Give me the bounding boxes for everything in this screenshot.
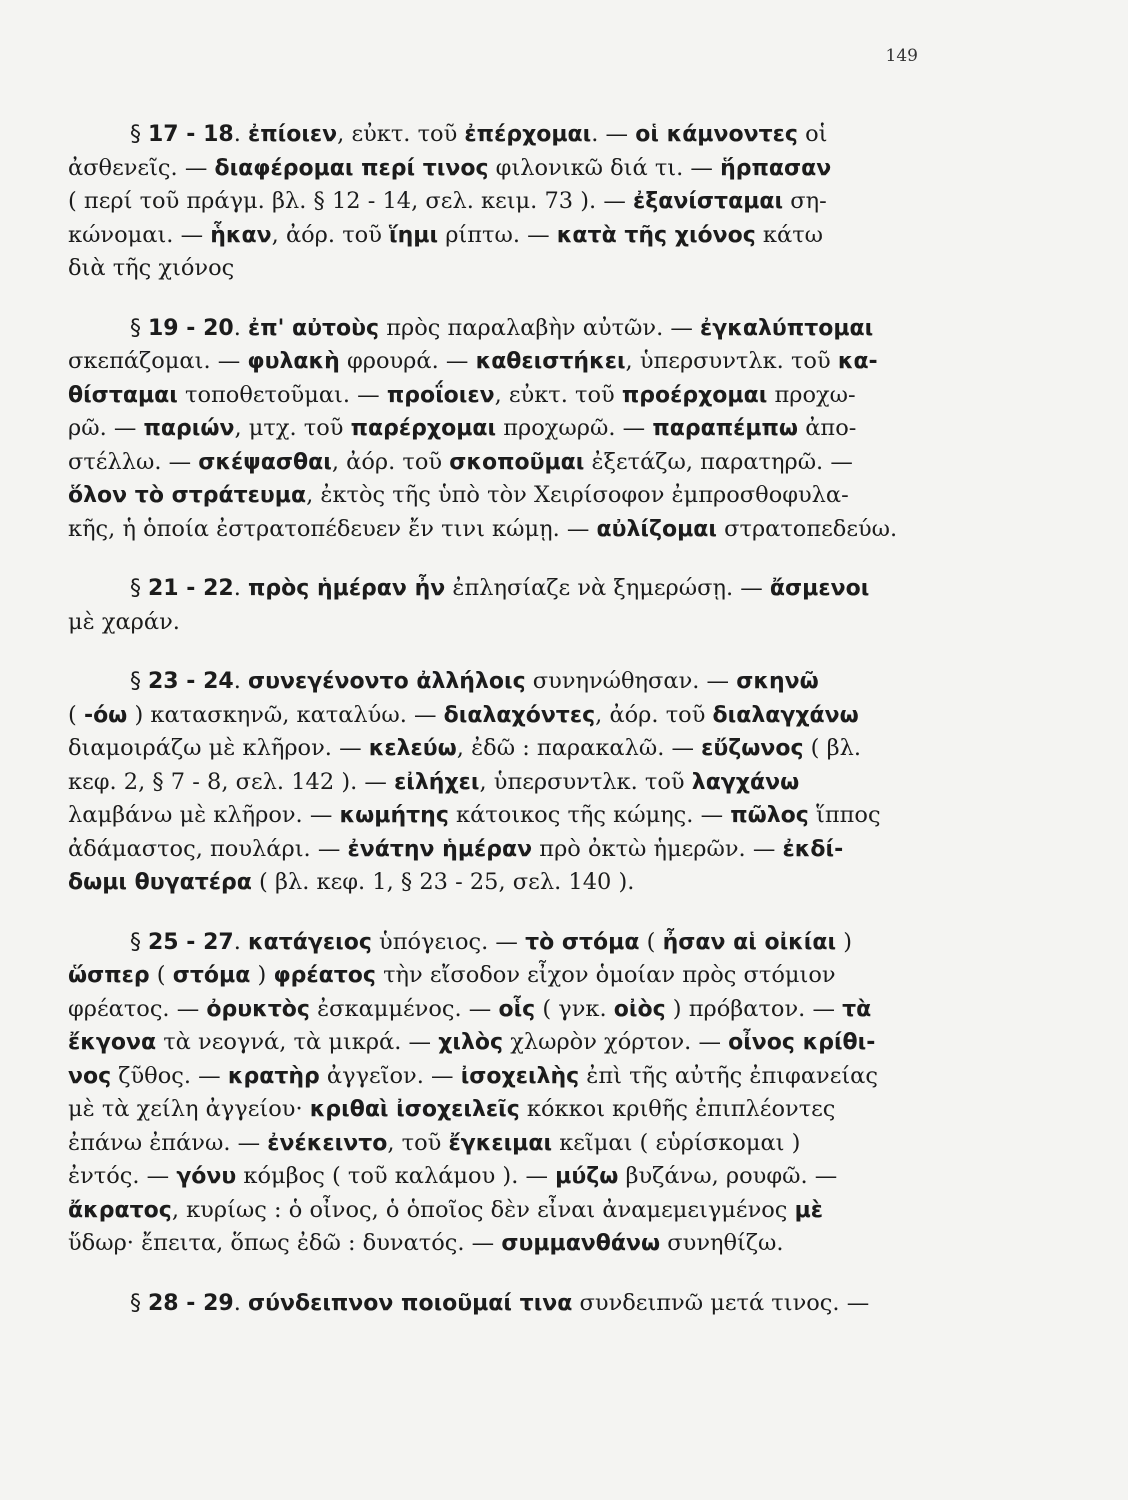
- gloss-text: , εὐκτ. τοῦ: [494, 381, 622, 408]
- text-line: [68, 766, 940, 800]
- gloss-text: (: [639, 928, 663, 955]
- headword: σκοποῦμαι: [449, 449, 585, 475]
- section-symbol: §: [130, 1290, 148, 1316]
- gloss-text: ὑπόγειος. —: [371, 928, 526, 955]
- headword: παραπέμπω: [652, 416, 799, 441]
- headword: -όω: [83, 702, 128, 728]
- gloss-text: , ἀόρ. τοῦ: [271, 221, 390, 248]
- gloss-text: , κυρίως : ὁ οἶνος, ὁ ὁποῖος δὲν εἶναι ἀναμεμειγμένος: [171, 1196, 795, 1223]
- gloss-text: πρὸ ὀκτὼ ἡμερῶν. —: [532, 835, 783, 862]
- text-line: [68, 1026, 940, 1060]
- gloss-text: ): [250, 962, 274, 988]
- text-line: [68, 412, 940, 446]
- gloss-text: προχω-: [767, 381, 856, 408]
- section-symbol: §: [130, 576, 148, 601]
- gloss-text: , ἐκτὸς τῆς ὑπὸ τὸν Χειρίσοφον ἐμπροσθοφυλα-: [306, 482, 849, 508]
- glossary-paragraph: [68, 572, 940, 639]
- headword: κελεύω: [368, 736, 457, 761]
- headword: τὰ: [842, 996, 872, 1022]
- headword: ἥρπασαν: [720, 155, 832, 181]
- gloss-text: κῆς, ἡ ὁποία ἐστρατοπέδευεν ἔν τινι κώμῃ. —: [68, 515, 597, 542]
- section-symbol: §: [130, 929, 148, 955]
- headword: ἔγκειμαι: [448, 1130, 553, 1156]
- section-range: 17 - 18: [148, 122, 234, 147]
- gloss-text: , εὐκτ. τοῦ: [337, 121, 465, 147]
- gloss-text: μὲ τὰ χείλη ἀγγείου·: [68, 1096, 310, 1122]
- page-body: [68, 118, 940, 1346]
- gloss-text: μὲ χαράν.: [68, 608, 180, 635]
- gloss-text: (: [68, 701, 84, 728]
- section-symbol: §: [130, 315, 148, 341]
- gloss-text: βυζάνω, ρουφῶ. —: [618, 1163, 838, 1189]
- gloss-text: οἱ: [797, 121, 828, 147]
- text-line: § 25 - 27. κατάγειος ὑπόγειος. — τὸ στόμα ( ἦσαν αἱ οἰκίαι ): [130, 928, 852, 955]
- gloss-text: κόκκοι κριθῆς ἐπιπλέοντες: [519, 1096, 836, 1122]
- headword: ἐπίοιεν: [248, 122, 338, 147]
- headword: πρὸς ἡμέραν ἦν: [248, 576, 446, 601]
- headword: τὸ στόμα: [525, 929, 640, 955]
- text-line: [68, 699, 940, 733]
- gloss-text: κόμβος ( τοῦ καλάμου ). —: [236, 1163, 556, 1189]
- gloss-text: , ἀόρ. τοῦ: [331, 448, 450, 475]
- headword: αὐλίζομαι: [596, 516, 717, 542]
- section-range: 25 - 27: [148, 929, 234, 955]
- gloss-text: διὰ τῆς χιόνος: [68, 255, 235, 281]
- gloss-text: ἐπλησίαζε νὰ ξημερώσῃ. —: [445, 575, 770, 601]
- headword: δωμι θυγατέρα: [68, 870, 252, 895]
- gloss-text: τοποθετοῦμαι. —: [177, 381, 387, 408]
- headword: κατάγειος: [248, 929, 372, 955]
- headword: διαλαγχάνω: [712, 702, 859, 728]
- glossary-paragraph: [68, 926, 940, 1261]
- gloss-text: συνδειπνῶ μετά τινος. —: [572, 1289, 870, 1316]
- gloss-text: ): [836, 928, 852, 955]
- gloss-text: , ὑπερσυντλκ. τοῦ: [479, 768, 692, 795]
- text-line: § 23 - 24. συνεγένοντο ἀλλήλοις συνηνώθησαν. — σκηνῶ: [130, 668, 819, 694]
- headword: οἱ κάμνοντες: [635, 122, 798, 147]
- gloss-text: συνηνώθησαν. —: [525, 668, 737, 694]
- headword: προέρχομαι: [621, 382, 768, 408]
- gloss-text: κεῖμαι ( εὑρίσκομαι ): [552, 1129, 801, 1156]
- gloss-text: λαμβάνω μὲ κλῆρον. —: [68, 802, 340, 828]
- gloss-text: κάτω: [755, 221, 823, 248]
- text-line: [68, 959, 940, 993]
- headword: κατὰ τῆς χιόνος: [556, 222, 756, 248]
- headword: χιλὸς: [438, 1030, 504, 1055]
- text-line: [68, 1194, 940, 1228]
- headword: παριών: [143, 416, 235, 441]
- text-line: [68, 152, 940, 186]
- glossary-paragraph: [68, 118, 940, 286]
- headword: μὲ: [794, 1197, 823, 1223]
- gloss-text: ἀσθενεῖς. —: [68, 154, 215, 181]
- gloss-text: ἐξετάζω, παρατηρῶ. —: [584, 448, 853, 475]
- gloss-text: ση-: [783, 188, 827, 214]
- headword: διαφέρομαι περί τινος: [214, 155, 489, 181]
- text-line: [68, 219, 940, 253]
- headword: προΐοιεν: [386, 382, 495, 408]
- gloss-text: ἵππος: [808, 802, 881, 828]
- gloss-text: διαμοιράζω μὲ κλῆρον. —: [68, 735, 369, 761]
- gloss-text: ( βλ.: [803, 735, 862, 761]
- text-line: [68, 732, 940, 766]
- gloss-text: ( γνκ.: [535, 995, 614, 1022]
- text-line: [68, 1093, 940, 1127]
- gloss-text: ρῶ. —: [68, 415, 144, 441]
- gloss-text: χλωρὸν χόρτον. —: [503, 1029, 729, 1055]
- gloss-text: ) πρόβατον. —: [665, 995, 843, 1022]
- text-line: [68, 799, 940, 833]
- gloss-text: ἐσκαμμένος. —: [309, 995, 499, 1022]
- gloss-text: , τοῦ: [387, 1129, 449, 1156]
- gloss-text: ζῦθος. —: [111, 1062, 228, 1089]
- text-line: § 21 - 22. πρὸς ἡμέραν ἦν ἐπλησίαζε νὰ ξημερώσῃ. — ἄσμενοι: [130, 575, 870, 601]
- headword: εὔζωνος: [701, 736, 804, 761]
- gloss-text: ὕδωρ· ἔπειτα, ὅπως ἐδῶ : δυνατός. —: [68, 1230, 502, 1256]
- gloss-text: κάτοικος τῆς κώμης. —: [448, 802, 731, 828]
- gloss-text: , μτχ. τοῦ: [234, 415, 351, 441]
- text-line: [68, 1060, 940, 1094]
- text-line: [68, 446, 940, 480]
- gloss-text: . —: [591, 121, 636, 147]
- gloss-text: φρουρά. —: [339, 348, 476, 374]
- text-line: [68, 1160, 940, 1194]
- headword: στόμα: [172, 963, 251, 988]
- headword: ἐκδί-: [782, 836, 844, 862]
- gloss-text: τὴν εἴσοδον εἶχον ὁμοίαν πρὸς στόμιον: [375, 962, 836, 988]
- text-line: [68, 1227, 940, 1261]
- headword: κωμήτης: [339, 803, 449, 828]
- text-line: [68, 185, 940, 219]
- headword: εἰλήχει: [394, 769, 480, 795]
- section-range: 28 - 29: [148, 1290, 234, 1316]
- page-number: 149: [885, 46, 918, 66]
- headword: ἦσαν αἱ οἰκίαι: [662, 929, 837, 955]
- headword: καθειστήκει: [475, 349, 626, 374]
- gloss-text: , ἀόρ. τοῦ: [595, 701, 713, 728]
- gloss-text: πρὸς παραλαβὴν αὐτῶν. —: [379, 314, 701, 341]
- gloss-text: ) κατασκηνῶ, καταλύω. —: [127, 701, 444, 728]
- text-line: [68, 379, 940, 413]
- gloss-text: , ἐδῶ : παρακαλῶ. —: [456, 735, 702, 761]
- headword: οἷς: [498, 996, 536, 1022]
- text-line: [68, 479, 940, 513]
- gloss-text: ( περί τοῦ πράγμ. βλ. § 12 - 14, σελ. κειμ. 73 ). —: [68, 188, 633, 214]
- text-line: [68, 993, 940, 1027]
- headword: ἐγκαλύπτομαι: [700, 315, 874, 341]
- headword: ἄκρατος: [68, 1197, 172, 1223]
- headword: ἐνάτην ἡμέραν: [347, 836, 533, 862]
- headword: ὅλον τὸ στράτευμα: [68, 483, 307, 508]
- text-line: § 17 - 18. ἐπίοιεν, εὐκτ. τοῦ ἐπέρχομαι. — οἱ κάμνοντες οἱ: [130, 121, 828, 147]
- text-line: § 28 - 29. σύνδειπνον ποιοῦμαί τινα συνδειπνῶ μετά τινος. —: [130, 1289, 870, 1316]
- headword: λαγχάνω: [691, 769, 800, 795]
- text-line: [68, 252, 940, 286]
- gloss-text: , ὑπερσυντλκ. τοῦ: [625, 348, 838, 374]
- gloss-text: σκεπάζομαι. —: [68, 348, 248, 374]
- headword: ἐπ' αὐτοὺς: [248, 315, 380, 341]
- section-range: 21 - 22: [148, 576, 234, 601]
- gloss-text: ἀδάμαστος, πουλάρι. —: [68, 835, 348, 862]
- headword: ἧκαν: [210, 222, 272, 248]
- headword: ὀρυκτὸς: [206, 996, 310, 1022]
- gloss-text: ἐπὶ τῆς αὐτῆς ἐπιφανείας: [579, 1062, 878, 1089]
- gloss-text: ρίπτω. —: [438, 221, 557, 248]
- gloss-text: ἀπο-: [798, 415, 857, 441]
- headword: φρέατος: [273, 963, 376, 988]
- headword: φυλακὴ: [247, 349, 340, 374]
- glossary-paragraph: [68, 1287, 940, 1321]
- text-line: [68, 606, 940, 640]
- headword: κρατὴρ: [227, 1063, 320, 1089]
- headword: σκέψασθαι: [198, 449, 332, 475]
- headword: γόνυ: [176, 1164, 237, 1189]
- text-line: [68, 833, 940, 867]
- gloss-text: ἐντός. —: [68, 1163, 177, 1189]
- gloss-text: ( βλ. κεφ. 1, § 23 - 25, σελ. 140 ).: [251, 869, 635, 895]
- text-line: [68, 513, 940, 547]
- headword: μύζω: [555, 1164, 619, 1189]
- headword: συμμανθάνω: [501, 1231, 661, 1256]
- headword: διαλαχόντες: [443, 702, 596, 728]
- headword: ἐπέρχομαι: [464, 122, 592, 147]
- gloss-text: στρατοπεδεύω.: [716, 515, 898, 542]
- headword: ἄσμενοι: [769, 576, 870, 601]
- gloss-text: στέλλω. —: [68, 448, 199, 475]
- gloss-text: κώνομαι. —: [68, 221, 211, 248]
- headword: νος: [68, 1063, 112, 1089]
- text-line: [68, 345, 940, 379]
- headword: σκηνῶ: [736, 669, 819, 694]
- gloss-text: προχωρῶ. —: [496, 415, 653, 441]
- gloss-text: τὰ νεογνά, τὰ μικρά. —: [156, 1029, 439, 1055]
- glossary-paragraph: [68, 312, 940, 547]
- headword: σύνδειπνον ποιοῦμαί τινα: [248, 1290, 573, 1316]
- headword: οἶνος κρίθι-: [728, 1030, 876, 1055]
- gloss-text: φιλονικῶ διά τι. —: [488, 154, 721, 181]
- headword: ἵημι: [389, 222, 439, 248]
- section-symbol: §: [130, 122, 148, 147]
- gloss-text: ἐπάνω ἐπάνω. —: [68, 1129, 268, 1156]
- gloss-text: συνηθίζω.: [660, 1230, 784, 1256]
- text-line: [68, 866, 940, 900]
- headword: ἰσοχειλὴς: [460, 1063, 580, 1089]
- glossary-paragraph: [68, 665, 940, 900]
- headword: παρέρχομαι: [350, 416, 497, 441]
- headword: κριθαὶ ἰσοχειλεῖς: [309, 1097, 520, 1122]
- section-symbol: §: [130, 669, 148, 694]
- gloss-text: κεφ. 2, § 7 - 8, σελ. 142 ). —: [68, 768, 395, 795]
- headword: θίσταμαι: [68, 382, 178, 408]
- headword: ἐνέκειντο: [267, 1130, 388, 1156]
- gloss-text: (: [149, 962, 173, 988]
- headword: οἰὸς: [613, 996, 666, 1022]
- headword: πῶλος: [730, 803, 809, 828]
- headword: συνεγένοντο ἀλλήλοις: [248, 669, 526, 694]
- headword: ἐξανίσταμαι: [633, 189, 784, 214]
- headword: ἔκγονα: [68, 1030, 157, 1055]
- headword: κα-: [837, 349, 878, 374]
- section-range: 23 - 24: [148, 669, 234, 694]
- gloss-text: φρέατος. —: [68, 995, 207, 1022]
- text-line: [68, 1127, 940, 1161]
- section-range: 19 - 20: [148, 315, 234, 341]
- gloss-text: ἀγγεῖον. —: [319, 1062, 461, 1089]
- headword: ὥσπερ: [68, 963, 150, 988]
- text-line: § 19 - 20. ἐπ' αὐτοὺς πρὸς παραλαβὴν αὐτῶν. — ἐγκαλύπτομαι: [130, 314, 874, 341]
